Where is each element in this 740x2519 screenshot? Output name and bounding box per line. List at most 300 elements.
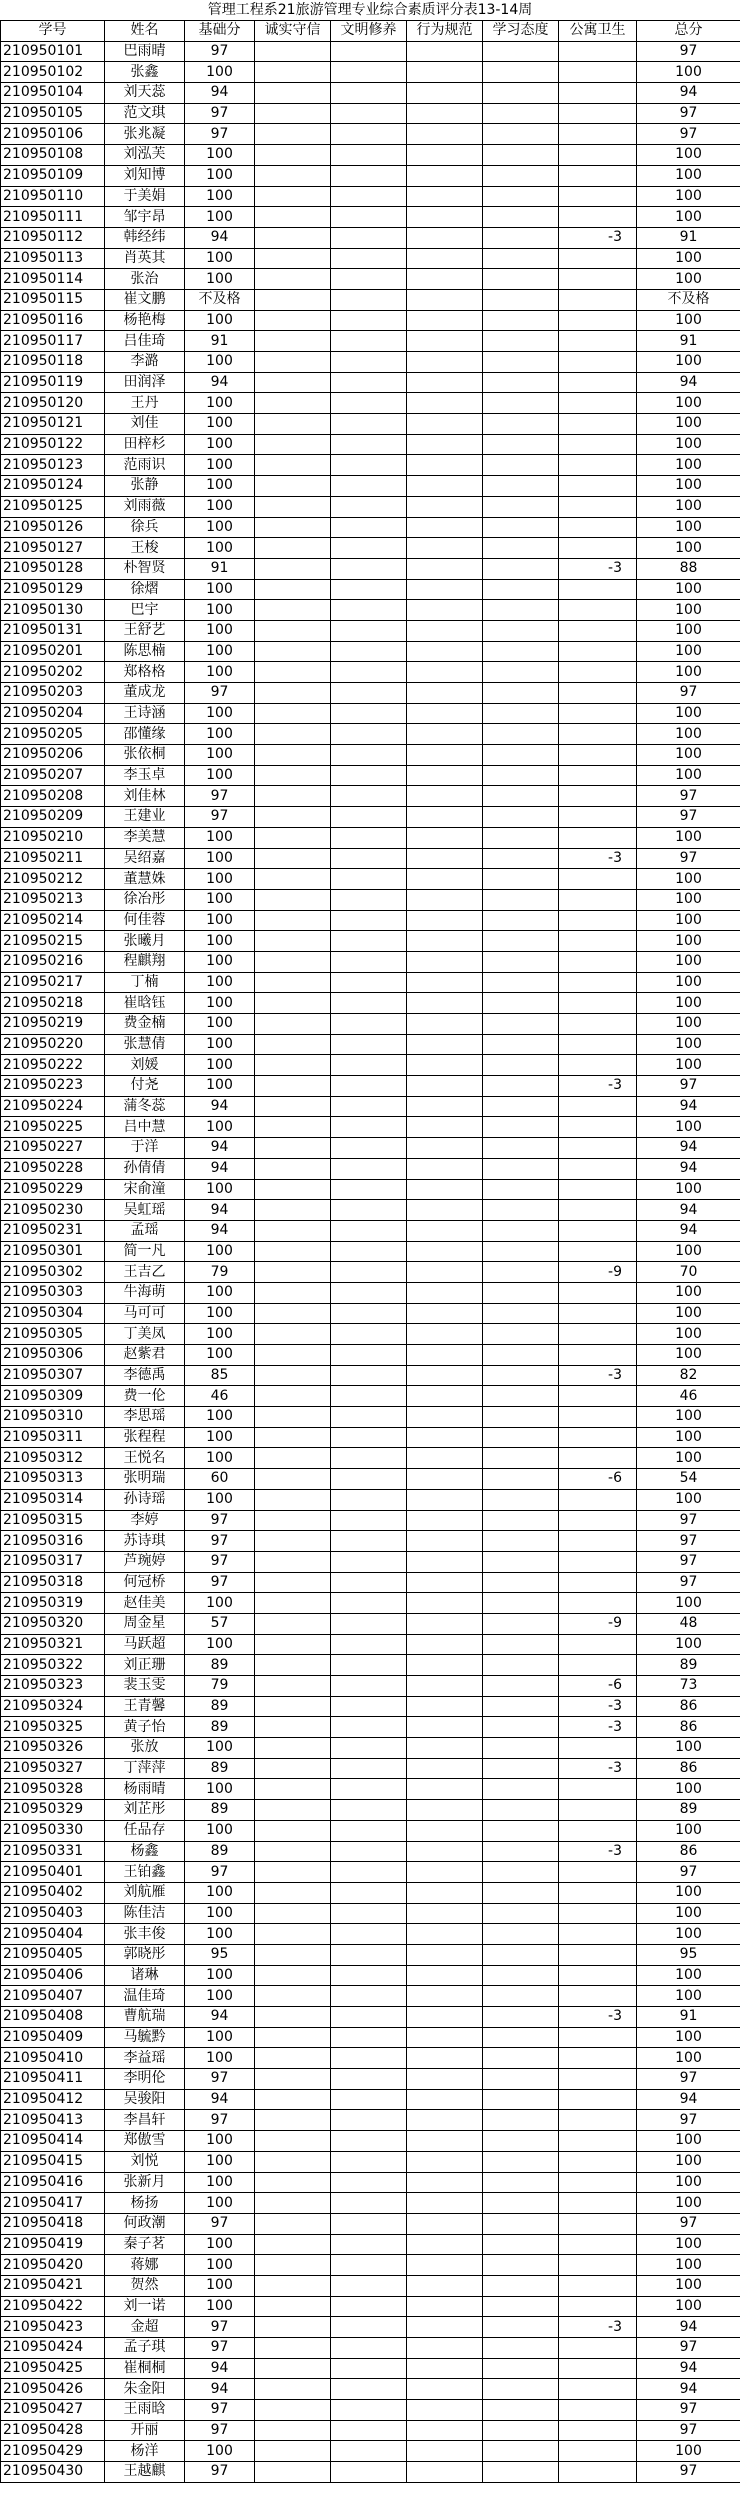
student-id-cell: 210950420 bbox=[1, 2255, 105, 2276]
civility-cell bbox=[331, 1158, 407, 1179]
honesty-cell bbox=[255, 2213, 331, 2234]
total-score-cell: 94 bbox=[637, 1200, 740, 1221]
study-attitude-cell bbox=[483, 1572, 559, 1593]
honesty-cell bbox=[255, 1200, 331, 1221]
study-attitude-cell bbox=[483, 848, 559, 869]
base-score-cell: 100 bbox=[185, 1076, 255, 1097]
honesty-cell bbox=[255, 2255, 331, 2276]
civility-cell bbox=[331, 1986, 407, 2007]
base-score-cell: 97 bbox=[185, 683, 255, 704]
civility-cell bbox=[331, 951, 407, 972]
name-cell: 吴骏阳 bbox=[105, 2089, 185, 2110]
honesty-cell bbox=[255, 1717, 331, 1738]
student-id-cell: 210950125 bbox=[1, 496, 105, 517]
conduct-cell bbox=[407, 579, 483, 600]
base-score-cell: 97 bbox=[185, 2338, 255, 2359]
base-score-cell: 100 bbox=[185, 1282, 255, 1303]
conduct-cell bbox=[407, 1241, 483, 1262]
table-row bbox=[1, 207, 740, 228]
civility-cell bbox=[331, 352, 407, 373]
name-cell: 程麒翔 bbox=[105, 951, 185, 972]
dorm-hygiene-cell bbox=[559, 1096, 637, 1117]
conduct-cell bbox=[407, 1489, 483, 1510]
conduct-cell bbox=[407, 1448, 483, 1469]
base-score-cell: 100 bbox=[185, 765, 255, 786]
conduct-cell bbox=[407, 2193, 483, 2214]
conduct-cell bbox=[407, 2089, 483, 2110]
conduct-cell bbox=[407, 496, 483, 517]
table-row bbox=[1, 683, 740, 704]
dorm-hygiene-cell bbox=[559, 1179, 637, 1200]
conduct-cell bbox=[407, 434, 483, 455]
base-score-cell: 97 bbox=[185, 1510, 255, 1531]
header-total: 总分 bbox=[637, 21, 740, 42]
civility-cell bbox=[331, 1676, 407, 1697]
study-attitude-cell bbox=[483, 2379, 559, 2400]
total-score-cell: 97 bbox=[637, 1531, 740, 1552]
name-cell: 田润泽 bbox=[105, 372, 185, 393]
study-attitude-cell bbox=[483, 1282, 559, 1303]
civility-cell bbox=[331, 1510, 407, 1531]
conduct-cell bbox=[407, 2131, 483, 2152]
dorm-hygiene-cell bbox=[559, 827, 637, 848]
honesty-cell bbox=[255, 1572, 331, 1593]
honesty-cell bbox=[255, 103, 331, 124]
total-score-cell: 100 bbox=[637, 538, 740, 559]
base-score-cell: 94 bbox=[185, 2379, 255, 2400]
student-id-cell: 210950311 bbox=[1, 1427, 105, 1448]
name-cell: 孙倩倩 bbox=[105, 1158, 185, 1179]
study-attitude-cell bbox=[483, 1944, 559, 1965]
civility-cell bbox=[331, 579, 407, 600]
honesty-cell bbox=[255, 2110, 331, 2131]
base-score-cell: 97 bbox=[185, 1572, 255, 1593]
total-score-cell: 88 bbox=[637, 558, 740, 579]
base-score-cell: 100 bbox=[185, 414, 255, 435]
base-score-cell: 97 bbox=[185, 2110, 255, 2131]
dorm-hygiene-cell bbox=[559, 1924, 637, 1945]
table-row bbox=[1, 476, 740, 497]
conduct-cell bbox=[407, 1634, 483, 1655]
base-score-cell: 100 bbox=[185, 662, 255, 683]
base-score-cell: 100 bbox=[185, 2193, 255, 2214]
table-row bbox=[1, 1738, 740, 1759]
dorm-hygiene-cell bbox=[559, 600, 637, 621]
student-id-cell: 210950310 bbox=[1, 1407, 105, 1428]
conduct-cell bbox=[407, 1944, 483, 1965]
honesty-cell bbox=[255, 1469, 331, 1490]
honesty-cell bbox=[255, 2048, 331, 2069]
civility-cell bbox=[331, 1345, 407, 1366]
table-row bbox=[1, 248, 740, 269]
dorm-hygiene-cell bbox=[559, 517, 637, 538]
total-score-cell: 100 bbox=[637, 414, 740, 435]
civility-cell bbox=[331, 1407, 407, 1428]
study-attitude-cell bbox=[483, 186, 559, 207]
student-id-cell: 210950210 bbox=[1, 827, 105, 848]
dorm-hygiene-cell bbox=[559, 41, 637, 62]
name-cell: 赵佳美 bbox=[105, 1593, 185, 1614]
name-cell: 张曦月 bbox=[105, 931, 185, 952]
total-score-cell: 不及格 bbox=[637, 289, 740, 310]
dorm-hygiene-cell bbox=[559, 745, 637, 766]
student-id-cell: 210950325 bbox=[1, 1717, 105, 1738]
student-id-cell: 210950124 bbox=[1, 476, 105, 497]
name-cell: 孟瑶 bbox=[105, 1220, 185, 1241]
dorm-hygiene-cell bbox=[559, 1489, 637, 1510]
student-id-cell: 210950331 bbox=[1, 1841, 105, 1862]
student-id-cell: 210950402 bbox=[1, 1882, 105, 1903]
total-score-cell: 94 bbox=[637, 1096, 740, 1117]
name-cell: 曹航瑞 bbox=[105, 2007, 185, 2028]
civility-cell bbox=[331, 1448, 407, 1469]
study-attitude-cell bbox=[483, 1386, 559, 1407]
table-row bbox=[1, 62, 740, 83]
name-cell: 范文琪 bbox=[105, 103, 185, 124]
table-row bbox=[1, 1944, 740, 1965]
dorm-hygiene-cell bbox=[559, 2275, 637, 2296]
student-id-cell: 210950111 bbox=[1, 207, 105, 228]
civility-cell bbox=[331, 2379, 407, 2400]
dorm-hygiene-cell bbox=[559, 662, 637, 683]
study-attitude-cell bbox=[483, 1676, 559, 1697]
base-score-cell: 100 bbox=[185, 951, 255, 972]
table-row bbox=[1, 1696, 740, 1717]
base-score-cell: 100 bbox=[185, 1965, 255, 1986]
civility-cell bbox=[331, 2048, 407, 2069]
student-id-cell: 210950401 bbox=[1, 1862, 105, 1883]
conduct-cell bbox=[407, 1613, 483, 1634]
dorm-hygiene-cell bbox=[559, 1034, 637, 1055]
honesty-cell bbox=[255, 1096, 331, 1117]
student-id-cell: 210950223 bbox=[1, 1076, 105, 1097]
table-row bbox=[1, 1158, 740, 1179]
student-id-cell: 210950213 bbox=[1, 889, 105, 910]
student-id-cell: 210950129 bbox=[1, 579, 105, 600]
name-cell: 李德禹 bbox=[105, 1365, 185, 1386]
header-student-id: 学号 bbox=[1, 21, 105, 42]
conduct-cell bbox=[407, 910, 483, 931]
total-score-cell: 100 bbox=[637, 1014, 740, 1035]
student-id-cell: 210950408 bbox=[1, 2007, 105, 2028]
honesty-cell bbox=[255, 496, 331, 517]
dorm-hygiene-cell bbox=[559, 1282, 637, 1303]
base-score-cell: 95 bbox=[185, 1944, 255, 1965]
base-score-cell: 100 bbox=[185, 1014, 255, 1035]
study-attitude-cell bbox=[483, 103, 559, 124]
dorm-hygiene-cell bbox=[559, 2131, 637, 2152]
total-score-cell: 95 bbox=[637, 1944, 740, 1965]
dorm-hygiene-cell bbox=[559, 269, 637, 290]
base-score-cell: 89 bbox=[185, 1841, 255, 1862]
conduct-cell bbox=[407, 2400, 483, 2421]
name-cell: 李玉卓 bbox=[105, 765, 185, 786]
dorm-hygiene-cell bbox=[559, 2296, 637, 2317]
total-score-cell: 94 bbox=[637, 2089, 740, 2110]
table-row bbox=[1, 538, 740, 559]
civility-cell bbox=[331, 2255, 407, 2276]
total-score-cell: 100 bbox=[637, 1593, 740, 1614]
conduct-cell bbox=[407, 1924, 483, 1945]
table-row bbox=[1, 558, 740, 579]
student-id-cell: 210950322 bbox=[1, 1655, 105, 1676]
civility-cell bbox=[331, 2172, 407, 2193]
dorm-hygiene-cell bbox=[559, 1986, 637, 2007]
base-score-cell: 97 bbox=[185, 2400, 255, 2421]
table-row bbox=[1, 165, 740, 186]
dorm-hygiene-cell bbox=[559, 2110, 637, 2131]
dorm-hygiene-cell bbox=[559, 2048, 637, 2069]
student-id-cell: 210950413 bbox=[1, 2110, 105, 2131]
honesty-cell bbox=[255, 1241, 331, 1262]
name-cell: 王悦名 bbox=[105, 1448, 185, 1469]
base-score-cell: 94 bbox=[185, 1096, 255, 1117]
dorm-hygiene-cell: -3 bbox=[559, 1365, 637, 1386]
dorm-hygiene-cell bbox=[559, 869, 637, 890]
civility-cell bbox=[331, 393, 407, 414]
study-attitude-cell bbox=[483, 2069, 559, 2090]
civility-cell bbox=[331, 227, 407, 248]
base-score-cell: 85 bbox=[185, 1365, 255, 1386]
base-score-cell: 100 bbox=[185, 1593, 255, 1614]
name-cell: 吕中慧 bbox=[105, 1117, 185, 1138]
honesty-cell bbox=[255, 1841, 331, 1862]
table-row bbox=[1, 1489, 740, 1510]
name-cell: 刘航雁 bbox=[105, 1882, 185, 1903]
total-score-cell: 73 bbox=[637, 1676, 740, 1697]
civility-cell bbox=[331, 2338, 407, 2359]
name-cell: 温佳琦 bbox=[105, 1986, 185, 2007]
honesty-cell bbox=[255, 1924, 331, 1945]
civility-cell bbox=[331, 662, 407, 683]
honesty-cell bbox=[255, 1758, 331, 1779]
civility-cell bbox=[331, 2234, 407, 2255]
student-id-cell: 210950404 bbox=[1, 1924, 105, 1945]
study-attitude-cell bbox=[483, 786, 559, 807]
honesty-cell bbox=[255, 1510, 331, 1531]
honesty-cell bbox=[255, 1676, 331, 1697]
dorm-hygiene-cell: -3 bbox=[559, 1841, 637, 1862]
total-score-cell: 100 bbox=[637, 2048, 740, 2069]
name-cell: 邵懂缘 bbox=[105, 724, 185, 745]
dorm-hygiene-cell bbox=[559, 1655, 637, 1676]
name-cell: 崔桐桐 bbox=[105, 2358, 185, 2379]
study-attitude-cell bbox=[483, 765, 559, 786]
conduct-cell bbox=[407, 1179, 483, 1200]
total-score-cell: 97 bbox=[637, 786, 740, 807]
header-dorm-hygiene: 公寓卫生 bbox=[559, 21, 637, 42]
table-row bbox=[1, 889, 740, 910]
honesty-cell bbox=[255, 931, 331, 952]
study-attitude-cell bbox=[483, 2234, 559, 2255]
table-row bbox=[1, 1882, 740, 1903]
name-cell: 周金星 bbox=[105, 1613, 185, 1634]
total-score-cell: 100 bbox=[637, 2234, 740, 2255]
table-row bbox=[1, 931, 740, 952]
conduct-cell bbox=[407, 186, 483, 207]
dorm-hygiene-cell bbox=[559, 2441, 637, 2462]
dorm-hygiene-cell bbox=[559, 248, 637, 269]
civility-cell bbox=[331, 517, 407, 538]
total-score-cell: 100 bbox=[637, 765, 740, 786]
conduct-cell bbox=[407, 289, 483, 310]
conduct-cell bbox=[407, 83, 483, 104]
conduct-cell bbox=[407, 1407, 483, 1428]
table-row bbox=[1, 269, 740, 290]
total-score-cell: 89 bbox=[637, 1800, 740, 1821]
name-cell: 孟子琪 bbox=[105, 2338, 185, 2359]
total-score-cell: 97 bbox=[637, 848, 740, 869]
total-score-cell: 97 bbox=[637, 2110, 740, 2131]
conduct-cell bbox=[407, 620, 483, 641]
total-score-cell: 100 bbox=[637, 269, 740, 290]
name-cell: 费金楠 bbox=[105, 1014, 185, 1035]
student-id-cell: 210950229 bbox=[1, 1179, 105, 1200]
civility-cell bbox=[331, 745, 407, 766]
conduct-cell bbox=[407, 993, 483, 1014]
base-score-cell: 89 bbox=[185, 1696, 255, 1717]
civility-cell bbox=[331, 1965, 407, 1986]
table-row bbox=[1, 2089, 740, 2110]
civility-cell bbox=[331, 807, 407, 828]
name-cell: 巴雨晴 bbox=[105, 41, 185, 62]
civility-cell bbox=[331, 372, 407, 393]
name-cell: 王梭 bbox=[105, 538, 185, 559]
civility-cell bbox=[331, 2358, 407, 2379]
conduct-cell bbox=[407, 1696, 483, 1717]
name-cell: 刘天蕊 bbox=[105, 83, 185, 104]
dorm-hygiene-cell bbox=[559, 165, 637, 186]
dorm-hygiene-cell bbox=[559, 310, 637, 331]
base-score-cell: 46 bbox=[185, 1386, 255, 1407]
total-score-cell: 100 bbox=[637, 517, 740, 538]
dorm-hygiene-cell bbox=[559, 1862, 637, 1883]
total-score-cell: 100 bbox=[637, 145, 740, 166]
name-cell: 苏诗琪 bbox=[105, 1531, 185, 1552]
honesty-cell bbox=[255, 310, 331, 331]
total-score-cell: 100 bbox=[637, 455, 740, 476]
student-id-cell: 210950206 bbox=[1, 745, 105, 766]
total-score-cell: 100 bbox=[637, 1117, 740, 1138]
total-score-cell: 97 bbox=[637, 2462, 740, 2483]
table-row bbox=[1, 869, 740, 890]
student-id-cell: 210950117 bbox=[1, 331, 105, 352]
total-score-cell: 94 bbox=[637, 1220, 740, 1241]
dorm-hygiene-cell bbox=[559, 434, 637, 455]
honesty-cell bbox=[255, 1820, 331, 1841]
student-id-cell: 210950115 bbox=[1, 289, 105, 310]
study-attitude-cell bbox=[483, 951, 559, 972]
conduct-cell bbox=[407, 352, 483, 373]
student-id-cell: 210950416 bbox=[1, 2172, 105, 2193]
conduct-cell bbox=[407, 331, 483, 352]
dorm-hygiene-cell bbox=[559, 352, 637, 373]
dorm-hygiene-cell bbox=[559, 455, 637, 476]
name-cell: 芦琬婷 bbox=[105, 1551, 185, 1572]
honesty-cell bbox=[255, 2193, 331, 2214]
base-score-cell: 79 bbox=[185, 1676, 255, 1697]
name-cell: 刘雨薇 bbox=[105, 496, 185, 517]
study-attitude-cell bbox=[483, 2048, 559, 2069]
conduct-cell bbox=[407, 2462, 483, 2483]
table-row bbox=[1, 1303, 740, 1324]
civility-cell bbox=[331, 1924, 407, 1945]
student-id-cell: 210950320 bbox=[1, 1613, 105, 1634]
total-score-cell: 100 bbox=[637, 1903, 740, 1924]
student-id-cell: 210950321 bbox=[1, 1634, 105, 1655]
total-score-cell: 100 bbox=[637, 393, 740, 414]
conduct-cell bbox=[407, 1386, 483, 1407]
honesty-cell bbox=[255, 1696, 331, 1717]
base-score-cell: 79 bbox=[185, 1262, 255, 1283]
total-score-cell: 100 bbox=[637, 662, 740, 683]
table-row bbox=[1, 434, 740, 455]
civility-cell bbox=[331, 1241, 407, 1262]
honesty-cell bbox=[255, 455, 331, 476]
honesty-cell bbox=[255, 207, 331, 228]
dorm-hygiene-cell bbox=[559, 1303, 637, 1324]
student-id-cell: 210950109 bbox=[1, 165, 105, 186]
student-id-cell: 210950116 bbox=[1, 310, 105, 331]
student-id-cell: 210950303 bbox=[1, 1282, 105, 1303]
civility-cell bbox=[331, 600, 407, 621]
honesty-cell bbox=[255, 414, 331, 435]
table-row bbox=[1, 1531, 740, 1552]
civility-cell bbox=[331, 455, 407, 476]
table-row bbox=[1, 1634, 740, 1655]
civility-cell bbox=[331, 1841, 407, 1862]
conduct-cell bbox=[407, 683, 483, 704]
study-attitude-cell bbox=[483, 1613, 559, 1634]
base-score-cell: 不及格 bbox=[185, 289, 255, 310]
base-score-cell: 100 bbox=[185, 910, 255, 931]
dorm-hygiene-cell bbox=[559, 62, 637, 83]
study-attitude-cell bbox=[483, 1862, 559, 1883]
name-cell: 张放 bbox=[105, 1738, 185, 1759]
dorm-hygiene-cell bbox=[559, 2400, 637, 2421]
honesty-cell bbox=[255, 248, 331, 269]
dorm-hygiene-cell bbox=[559, 1014, 637, 1035]
civility-cell bbox=[331, 124, 407, 145]
total-score-cell: 100 bbox=[637, 827, 740, 848]
table-row bbox=[1, 1200, 740, 1221]
honesty-cell bbox=[255, 600, 331, 621]
table-row bbox=[1, 1117, 740, 1138]
total-score-cell: 97 bbox=[637, 807, 740, 828]
student-id-cell: 210950104 bbox=[1, 83, 105, 104]
table-row bbox=[1, 1014, 740, 1035]
name-cell: 张新月 bbox=[105, 2172, 185, 2193]
honesty-cell bbox=[255, 2234, 331, 2255]
dorm-hygiene-cell bbox=[559, 2089, 637, 2110]
total-score-cell: 94 bbox=[637, 2379, 740, 2400]
dorm-hygiene-cell bbox=[559, 1531, 637, 1552]
student-id-cell: 210950203 bbox=[1, 683, 105, 704]
honesty-cell bbox=[255, 1365, 331, 1386]
header-name: 姓名 bbox=[105, 21, 185, 42]
total-score-cell: 100 bbox=[637, 310, 740, 331]
base-score-cell: 100 bbox=[185, 1427, 255, 1448]
honesty-cell bbox=[255, 1655, 331, 1676]
dorm-hygiene-cell bbox=[559, 703, 637, 724]
base-score-cell: 100 bbox=[185, 1634, 255, 1655]
total-score-cell: 100 bbox=[637, 2193, 740, 2214]
dorm-hygiene-cell: -3 bbox=[559, 1717, 637, 1738]
base-score-cell: 100 bbox=[185, 1034, 255, 1055]
study-attitude-cell bbox=[483, 1241, 559, 1262]
name-cell: 丁楠 bbox=[105, 972, 185, 993]
dorm-hygiene-cell bbox=[559, 931, 637, 952]
